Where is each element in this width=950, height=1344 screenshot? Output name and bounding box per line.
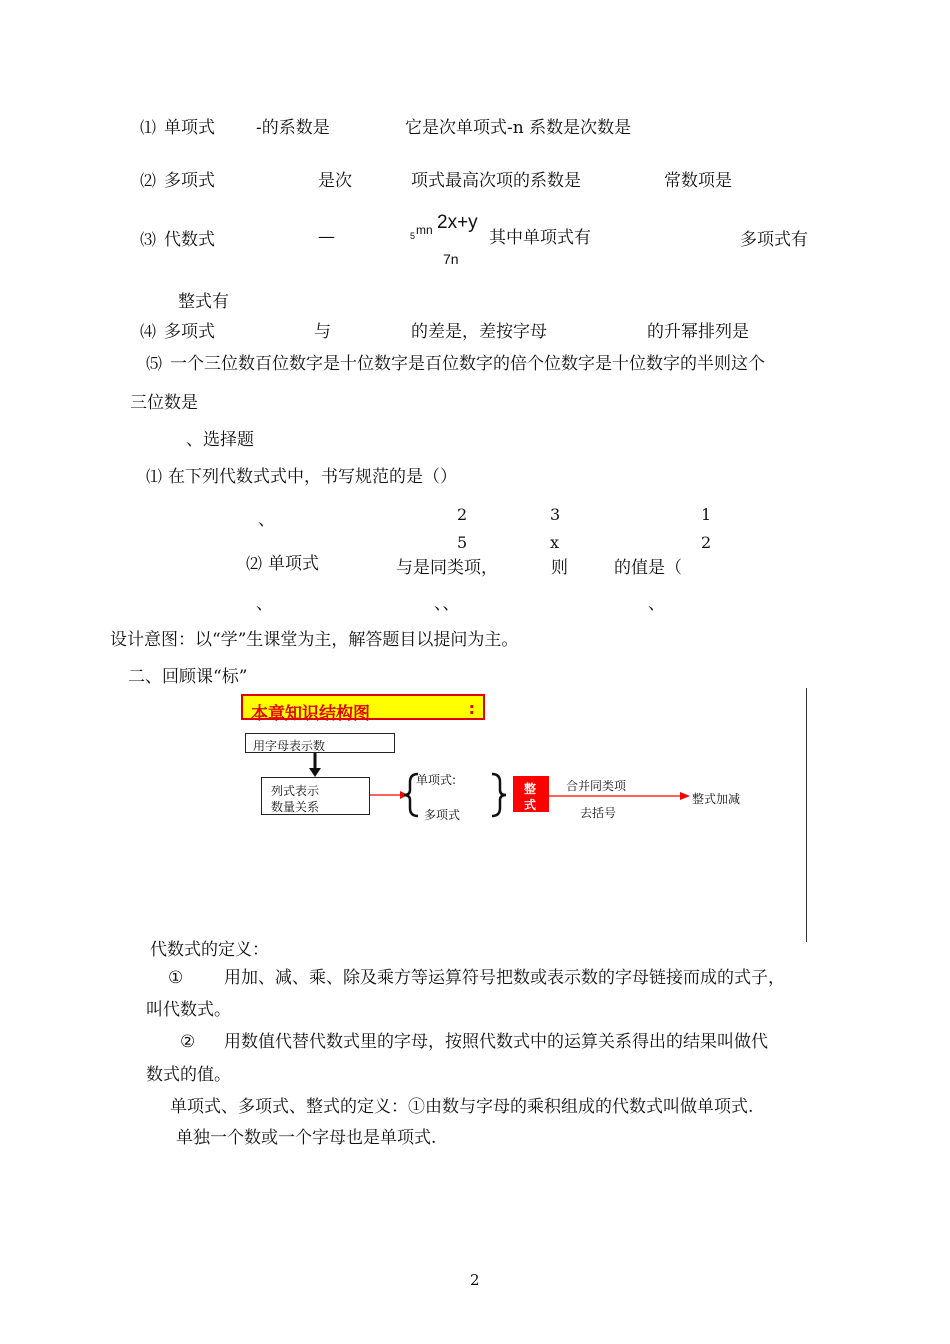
right-margin-rule bbox=[806, 688, 807, 942]
block-char-1: 整 bbox=[524, 782, 537, 796]
addition-subtraction-result: 整式加减 bbox=[692, 792, 741, 806]
q3-expression: 2x+y bbox=[437, 212, 478, 233]
q3-text-d: 整式有 bbox=[178, 292, 229, 312]
q3-text-c: 多项式有 bbox=[740, 230, 808, 250]
design-intent: 设计意图：以“学”生课堂为主，解答题目以提问为主。 bbox=[110, 630, 519, 650]
q3-sub-5: 5 bbox=[410, 231, 416, 241]
diagram-title-colon: : bbox=[468, 699, 475, 718]
q3-denominator: 7n bbox=[443, 251, 459, 267]
c2-label: ⑵ bbox=[246, 554, 263, 573]
q2-text-c: 项式最高次项的系数是 bbox=[411, 171, 581, 191]
c1-frac3-num: 1 bbox=[701, 505, 712, 524]
right-brace bbox=[492, 774, 506, 816]
c2-text-c: 则 bbox=[551, 558, 568, 578]
c1-frac1-num: 2 bbox=[457, 505, 468, 524]
review-heading: 二、回顾课“标” bbox=[128, 667, 248, 687]
c2-option-2: 、、 bbox=[434, 594, 460, 614]
q3-dash: — bbox=[318, 227, 335, 247]
c2-option-1: 、 bbox=[256, 594, 273, 614]
monomial-label: 单项式: bbox=[416, 773, 457, 787]
q2-text-d: 常数项是 bbox=[664, 171, 732, 191]
q4-text-a: 多项式 bbox=[164, 322, 215, 342]
block-char-2: 式 bbox=[524, 798, 537, 812]
c1-frac2-den: x bbox=[550, 533, 560, 552]
box-expressions-line2: 数量关系 bbox=[271, 800, 320, 814]
c1-text: 在下列代数式式中，书写规范的是（） bbox=[168, 467, 457, 487]
q1-label: ⑴ bbox=[140, 118, 157, 137]
remove-brackets: 去括号 bbox=[580, 806, 617, 820]
c1-frac2-num: 3 bbox=[550, 505, 561, 524]
definition-1-label: ① bbox=[168, 968, 184, 988]
definition-1-line1: 用加、减、乘、除及乘方等运算符号把数或表示数的字母链接而成的式子， bbox=[224, 968, 785, 988]
c1-mark: 、 bbox=[258, 510, 275, 530]
q4-text-b: 与 bbox=[314, 322, 331, 342]
arrow-to-result-head bbox=[680, 792, 690, 800]
c1-label: ⑴ bbox=[146, 467, 163, 486]
q4-label: ⑷ bbox=[140, 322, 157, 341]
polynomial-label: 多项式 bbox=[424, 808, 461, 822]
monomial-definition-line1: 单项式、多项式、整式的定义：①由数与字母的乘积组成的代数式叫做单项式. bbox=[170, 1097, 754, 1117]
q1-text-c: 它是次单项式-n 系数是次数是 bbox=[405, 118, 632, 138]
c2-text-d: 的值是（ bbox=[614, 558, 682, 578]
q1-text-a: 单项式 bbox=[164, 118, 215, 138]
q1-text-b: -的系数是 bbox=[256, 118, 330, 138]
q2-text-b: 是次 bbox=[318, 171, 352, 191]
down-arrow-head bbox=[309, 768, 321, 777]
integral-expression-block bbox=[513, 776, 549, 812]
q3-text-a: 代数式 bbox=[164, 230, 215, 250]
monomial-definition-line2: 单独一个数或一个字母也是单项式. bbox=[176, 1128, 437, 1148]
q2-label: ⑵ bbox=[140, 171, 157, 190]
box-letters-for-numbers-label: 用字母表示数 bbox=[253, 739, 326, 753]
definition-1-line2: 叫代数式。 bbox=[146, 1000, 231, 1020]
definition-2-line2: 数式的值。 bbox=[146, 1065, 231, 1085]
definition-2-label: ② bbox=[180, 1032, 196, 1052]
c1-frac1-den: 5 bbox=[457, 533, 468, 552]
q5-text-a: 一个三位数百位数字是十位数字是百位数字的倍个位数字是十位数字的半则这个 bbox=[170, 354, 765, 374]
q4-text-c: 的差是，差按字母 bbox=[411, 322, 547, 342]
q4-text-d: 的升幂排列是 bbox=[647, 322, 749, 342]
q5-label: ⑸ bbox=[146, 354, 163, 373]
c2-text-a: 单项式 bbox=[268, 554, 319, 574]
q3-mn: mn bbox=[416, 223, 433, 237]
definition-heading: 代数式的定义： bbox=[150, 940, 269, 960]
diagram-title: 本章知识结构图 bbox=[251, 704, 370, 724]
c2-option-3: 、 bbox=[648, 594, 665, 614]
q3-text-b: 其中单项式有 bbox=[489, 228, 591, 248]
c2-text-b: 与是同类项， bbox=[396, 558, 498, 578]
c1-frac3-den: 2 bbox=[701, 533, 712, 552]
q2-text-a: 多项式 bbox=[164, 171, 215, 191]
box-expressions bbox=[261, 777, 370, 815]
definition-2-line1: 用数值代替代数式里的字母，按照代数式中的运算关系得出的结果叫做代 bbox=[224, 1032, 768, 1052]
box-expressions-line1: 列式表示 bbox=[271, 784, 320, 798]
q3-label: ⑶ bbox=[140, 230, 157, 249]
q5-text-b: 三位数是 bbox=[130, 393, 198, 413]
section-choice-heading: 、选择题 bbox=[186, 430, 254, 450]
page-number: 2 bbox=[470, 1271, 480, 1289]
merge-like-terms: 合并同类项 bbox=[566, 779, 627, 793]
